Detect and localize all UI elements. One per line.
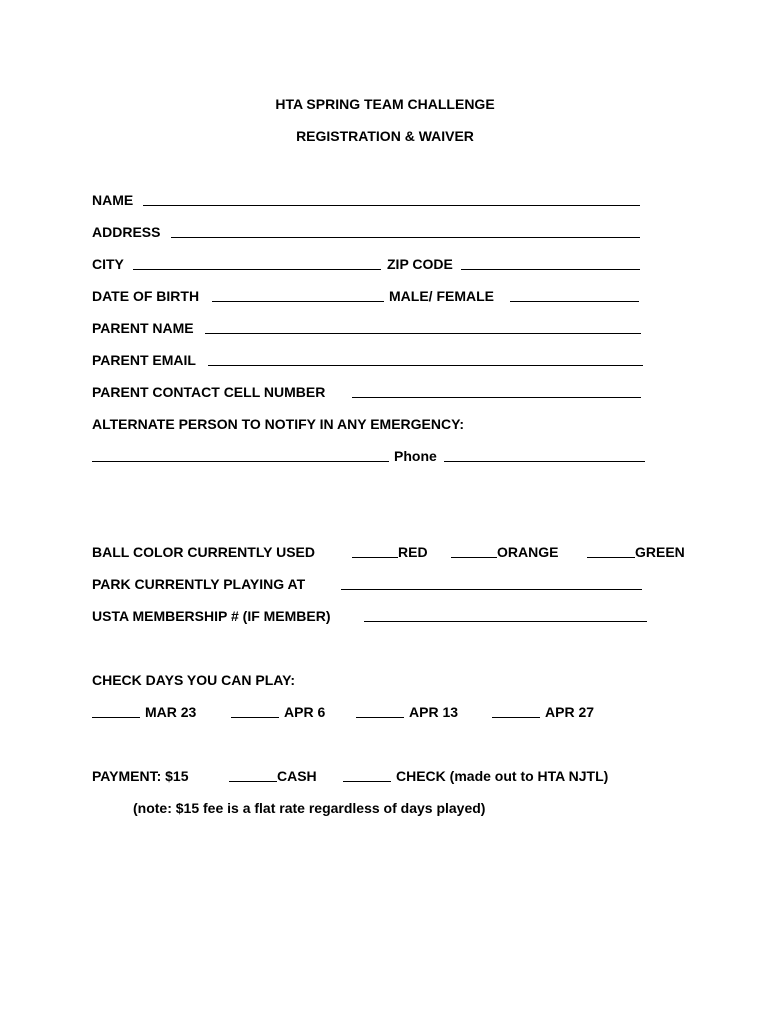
parent-name-label: PARENT NAME [92,320,194,336]
day-mar23-blank[interactable] [92,717,140,718]
parent-email-label: PARENT EMAIL [92,352,196,368]
male-female-label: MALE/ FEMALE [389,288,494,304]
parent-cell-label: PARENT CONTACT CELL NUMBER [92,384,326,400]
check-days-label: CHECK DAYS YOU CAN PLAY: [92,672,296,688]
form-subtitle: REGISTRATION & WAIVER [296,128,474,144]
ball-color-label: BALL COLOR CURRENTLY USED [92,544,315,560]
ball-green-blank[interactable] [587,557,635,558]
address-label: ADDRESS [92,224,161,240]
payment-note: (note: $15 fee is a flat rate regardless of days played) [133,800,486,816]
parent-name-field[interactable] [205,333,641,334]
city-label: CITY [92,256,124,272]
zip-code-label: ZIP CODE [387,256,453,272]
name-field[interactable] [143,205,640,206]
payment-label: PAYMENT: $15 [92,768,189,784]
park-field[interactable] [341,589,642,590]
ball-red-blank[interactable] [352,557,398,558]
city-field[interactable] [133,269,381,270]
parent-email-field[interactable] [208,365,643,366]
ball-orange-blank[interactable] [451,557,497,558]
payment-check-blank[interactable] [343,781,391,782]
park-label: PARK CURRENTLY PLAYING AT [92,576,306,592]
alternate-person-label: ALTERNATE PERSON TO NOTIFY IN ANY EMERGENCY: [92,416,465,432]
day-option-mar23: MAR 23 [145,704,197,720]
name-label: NAME [92,192,134,208]
usta-label: USTA MEMBERSHIP # (IF MEMBER) [92,608,331,624]
ball-option-red: RED [398,544,428,560]
payment-check-option: CHECK (made out to HTA NJTL) [396,768,609,784]
payment-cash-option: CASH [277,768,317,784]
day-option-apr27: APR 27 [545,704,595,720]
date-of-birth-label: DATE OF BIRTH [92,288,200,304]
male-female-field[interactable] [510,301,639,302]
day-apr13-blank[interactable] [356,717,404,718]
address-field[interactable] [171,237,640,238]
payment-cash-blank[interactable] [229,781,277,782]
day-option-apr6: APR 6 [284,704,326,720]
date-of-birth-field[interactable] [212,301,384,302]
day-apr6-blank[interactable] [231,717,279,718]
usta-field[interactable] [364,621,647,622]
parent-cell-field[interactable] [352,397,641,398]
phone-label: Phone [394,448,437,464]
ball-option-orange: ORANGE [497,544,559,560]
alternate-person-field[interactable] [92,461,389,462]
alternate-phone-field[interactable] [444,461,645,462]
ball-option-green: GREEN [635,544,685,560]
day-apr27-blank[interactable] [492,717,540,718]
day-option-apr13: APR 13 [409,704,459,720]
form-title: HTA SPRING TEAM CHALLENGE [275,96,495,112]
zip-code-field[interactable] [461,269,640,270]
